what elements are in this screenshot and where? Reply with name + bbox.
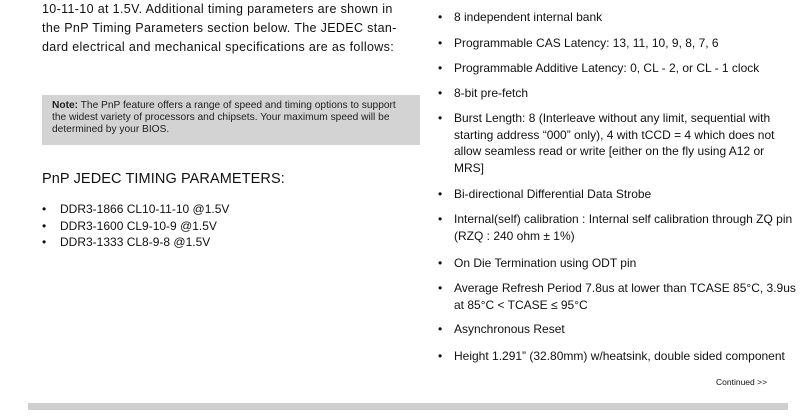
list-item bbox=[438, 110, 796, 176]
list-item bbox=[42, 234, 229, 251]
feature-text: Programmable Additive Latency: 0, CL - 2, or CL - 1 clock bbox=[454, 61, 760, 75]
feature-text: 8-bit pre-fetch bbox=[454, 86, 529, 100]
footer-divider bbox=[28, 403, 788, 410]
feature-text: 8 independent internal bank bbox=[454, 10, 603, 24]
timing-list bbox=[42, 201, 229, 251]
feature-text: Asynchronous Reset bbox=[454, 322, 565, 336]
timing-text: DDR3-1866 CL10-11-10 @1.5V bbox=[60, 202, 230, 216]
note-text: The PnP feature offers a range of speed and timing options to support the widest variety of processors and chipsets. Your maximum speed will be determined by your BIOS. bbox=[52, 100, 396, 135]
list-item bbox=[438, 348, 796, 365]
timing-text: DDR3-1333 CL8-9-8 @1.5V bbox=[60, 235, 211, 249]
timing-text: DDR3-1600 CL9-10-9 @1.5V bbox=[60, 218, 217, 233]
left-column bbox=[42, 0, 420, 57]
bullet-icon: • bbox=[438, 10, 443, 24]
bullet-icon: • bbox=[438, 349, 443, 363]
feature-text: On Die Termination using ODT pin bbox=[454, 256, 637, 270]
list-item bbox=[438, 255, 796, 272]
feature-text: Height 1.291” (32.80mm) w/heatsink, double sided component bbox=[454, 349, 785, 363]
bullet-icon: • bbox=[438, 111, 443, 125]
list-item bbox=[438, 60, 796, 77]
bullet-icon: • bbox=[438, 36, 443, 50]
bullet-icon: • bbox=[438, 86, 443, 100]
feature-text: Programmable CAS Latency: 13, 11, 10, 9, 8, 7, 6 bbox=[454, 36, 719, 50]
feature-text: Bi-directional Differential Data Strobe bbox=[454, 187, 652, 201]
bullet-icon: • bbox=[438, 322, 443, 336]
list-item bbox=[438, 321, 796, 338]
intro-line: the PnP Timing Parameters section below. The JEDEC stan- bbox=[42, 21, 397, 35]
bullet-icon: • bbox=[438, 212, 443, 226]
intro-line: 10-11-10 at 1.5V. Additional timing parameters are shown in bbox=[42, 2, 393, 16]
bullet-icon: • bbox=[438, 281, 443, 295]
list-item bbox=[438, 280, 796, 313]
intro-paragraph bbox=[42, 0, 420, 57]
bullet-icon: • bbox=[42, 218, 47, 233]
bullet-icon: • bbox=[42, 235, 47, 249]
note-label: Note: bbox=[52, 100, 79, 111]
feature-text: Internal(self) calibration : Internal self calibration through ZQ pin (RZQ : 240 ohm ± 1%) bbox=[454, 212, 793, 243]
feature-text: Burst Length: 8 (Interleave without any limit, sequential with starting address “000” only), 4 with tCCD = 4 which does not allow seamless read or write [either on the fly using A12 or MRS] bbox=[454, 111, 775, 175]
intro-line: dard electrical and mechanical specifications are as follows: bbox=[42, 40, 395, 54]
bullet-icon: • bbox=[438, 61, 443, 75]
list-item bbox=[42, 218, 229, 235]
list-item bbox=[438, 211, 796, 244]
feature-text: Average Refresh Period 7.8us at lower than TCASE 85°C, 3.9us at 85°C < TCASE ≤ 95°C bbox=[454, 281, 796, 312]
list-item bbox=[438, 35, 796, 52]
bullet-icon: • bbox=[438, 256, 443, 270]
list-item bbox=[42, 201, 229, 218]
bullet-icon: • bbox=[42, 202, 47, 216]
list-item bbox=[438, 85, 796, 102]
continued-link[interactable]: Continued >> bbox=[716, 377, 768, 387]
note-box bbox=[42, 95, 420, 145]
list-item bbox=[438, 9, 796, 26]
section-title: PnP JEDEC TIMING PARAMETERS: bbox=[42, 171, 285, 187]
bullet-icon: • bbox=[438, 187, 443, 201]
list-item bbox=[438, 186, 796, 203]
